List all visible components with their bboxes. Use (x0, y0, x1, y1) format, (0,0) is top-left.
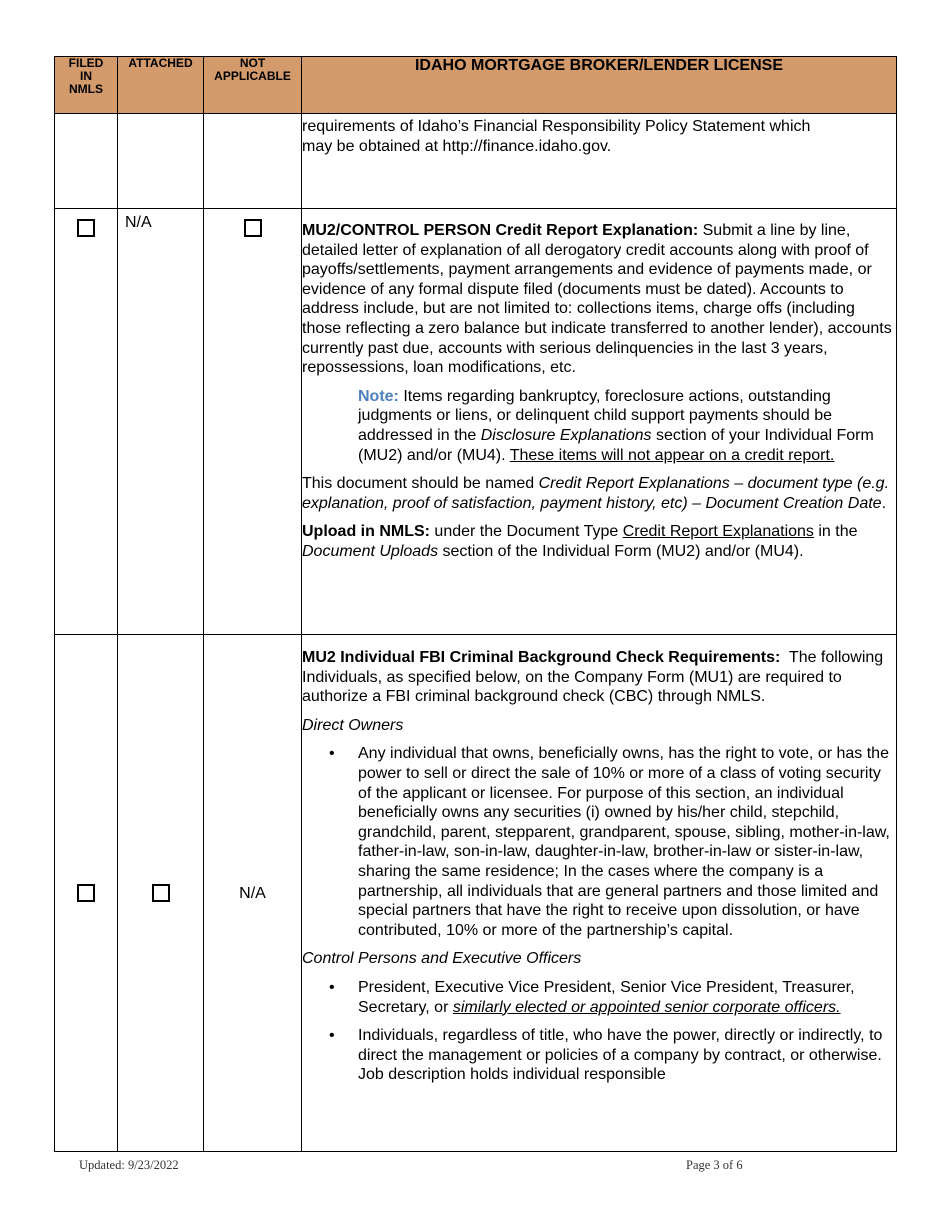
not-applicable-header-line1: NOT (239, 56, 266, 70)
requirements-table (54, 56, 897, 1152)
row1-text-line2: may be obtained at http://finance.idaho.gov. (302, 137, 612, 155)
naming-italic: Credit Report Explanations – document type (e.g. explanation, proof of satisfaction, payment history, etc) – Document Creation Date (302, 475, 890, 512)
control-persons-label: Control Persons and Executive Officers (302, 950, 582, 968)
note-paragraph (302, 387, 896, 465)
page-number: Page 3 of 6 (686, 1158, 743, 1172)
not-applicable-header (204, 57, 302, 114)
note-disclosure-explanations: Disclosure Explanations (480, 426, 652, 444)
filed-header-line2: IN (80, 69, 92, 83)
note-text-2: section of your Individual Form (MU2) and/or (MU4). (358, 426, 874, 464)
upload-text-2: in the (813, 523, 858, 541)
control-persons-list (302, 978, 896, 1085)
filed-cell (55, 635, 118, 1152)
header-row (55, 57, 897, 114)
fbi-paragraph (302, 648, 896, 707)
not-applicable-cell (204, 209, 302, 635)
license-title: IDAHO MORTGAGE BROKER/LENDER LICENSE (302, 57, 897, 114)
upload-document-type: Credit Report Explanations (622, 523, 814, 541)
fbi-heading: MU2 Individual FBI Criminal Background Check Requirements: (302, 649, 781, 666)
not-applicable-na: N/A (239, 884, 266, 902)
filed-cell (55, 209, 118, 635)
control-persons-subheading (302, 949, 896, 969)
list-item: • Individuals, regardless of title, who have the power, directly or indirectly, to direct the management or policies of a company by contract, or otherwise. Job description holds individual responsible (358, 1026, 896, 1085)
officers-text: President, Executive Vice President, Senior Vice President, Treasurer, Secretary, or (358, 978, 855, 1016)
naming-text: This document should be named (302, 475, 539, 493)
credit-report-paragraph (302, 221, 896, 378)
not-applicable-cell (204, 635, 302, 1152)
note-text: Items regarding bankruptcy, foreclosure actions, outstanding judgments or liens, or delinquent child support payments should be addressed in the (358, 387, 833, 444)
filed-header-line3: NMLS (69, 82, 103, 96)
direct-owners-subheading (302, 716, 896, 736)
filed-in-nmls-header (55, 57, 118, 114)
filed-cell (55, 114, 118, 209)
requirement-row-financial-responsibility (55, 114, 897, 209)
attached-checkbox[interactable] (152, 884, 170, 902)
requirement-row-credit-report (55, 209, 897, 635)
officers-italic-underlined: similarly elected or appointed senior corporate officers. (452, 998, 841, 1016)
direct-owners-label: Direct Owners (302, 716, 404, 734)
requirement-text (302, 635, 897, 1152)
requirement-text (302, 114, 897, 209)
credit-report-heading: MU2/CONTROL PERSON Credit Report Explanation: (302, 222, 699, 239)
filed-header-line1: FILED (68, 56, 104, 70)
upload-paragraph (302, 522, 896, 561)
list-item (358, 978, 896, 1017)
naming-end: . (881, 494, 887, 512)
naming-paragraph (302, 474, 896, 513)
not-applicable-header-line2: APPLICABLE (214, 69, 291, 83)
upload-text: under the Document Type (429, 523, 623, 541)
note-label: Note: (358, 387, 399, 405)
not-applicable-checkbox[interactable] (244, 219, 262, 237)
attached-cell (118, 209, 204, 635)
requirement-row-fbi-background-check (55, 635, 897, 1152)
attached-na: N/A (125, 214, 152, 231)
updated-date: Updated: 9/23/2022 (79, 1158, 179, 1172)
upload-text-3: section of the Individual Form (MU2) and/or (MU4). (438, 542, 804, 560)
attached-header: ATTACHED (118, 57, 204, 114)
upload-section: Document Uploads (302, 542, 439, 560)
direct-owners-list (302, 744, 896, 940)
attached-cell (118, 635, 204, 1152)
credit-report-body: Submit a line by line, detailed letter of explanation of all derogatory credit accounts along with proof of payoffs/settlements, payment arrangements and evidence of payments made, or evidence of any formal dispute filed (documents must be dated). Accounts to address include, but are not limited to: collections items, charge offs (including those reflecting a zero balance but indicate transferred to another lender), accounts currently past due, accounts with serious delinquencies in the last 3 years, repossessions, loan modifications, etc. (302, 222, 892, 377)
not-applicable-cell (204, 114, 302, 209)
list-item: • Any individual that owns, beneficially owns, has the right to vote, or has the power to sell or direct the sale of 10% or more of a class of voting security of the applicant or licensee. For purpose of this section, an individual beneficially owns any securities (i) owned by his/her child, stepchild, grandchild, parent, stepparent, grandparent, spouse, sibling, mother-in-law, father-in-law, son-in-law, daughter-in-law, brother-in-law or sister-in-law, sharing the same residence; In the cases where the company is a partnership, all individuals that are general partners and those limited and special partners that have the right to receive upon dissolution, or have contributed, 10% or more of the partnership’s capital. (358, 744, 896, 940)
upload-label: Upload in NMLS: (302, 523, 430, 541)
fbi-body: The following Individuals, as specified below, on the Company Form (MU1) are required to authorize a FBI criminal background check (CBC) through NMLS. (302, 649, 888, 706)
filed-checkbox[interactable] (77, 884, 95, 902)
note-underlined: These items will not appear on a credit report. (509, 446, 835, 464)
filed-checkbox[interactable] (77, 219, 95, 237)
attached-cell (118, 114, 204, 209)
row1-text-line1: requirements of Idaho’s Financial Responsibility Policy Statement which (302, 118, 811, 135)
requirement-text (302, 209, 897, 635)
